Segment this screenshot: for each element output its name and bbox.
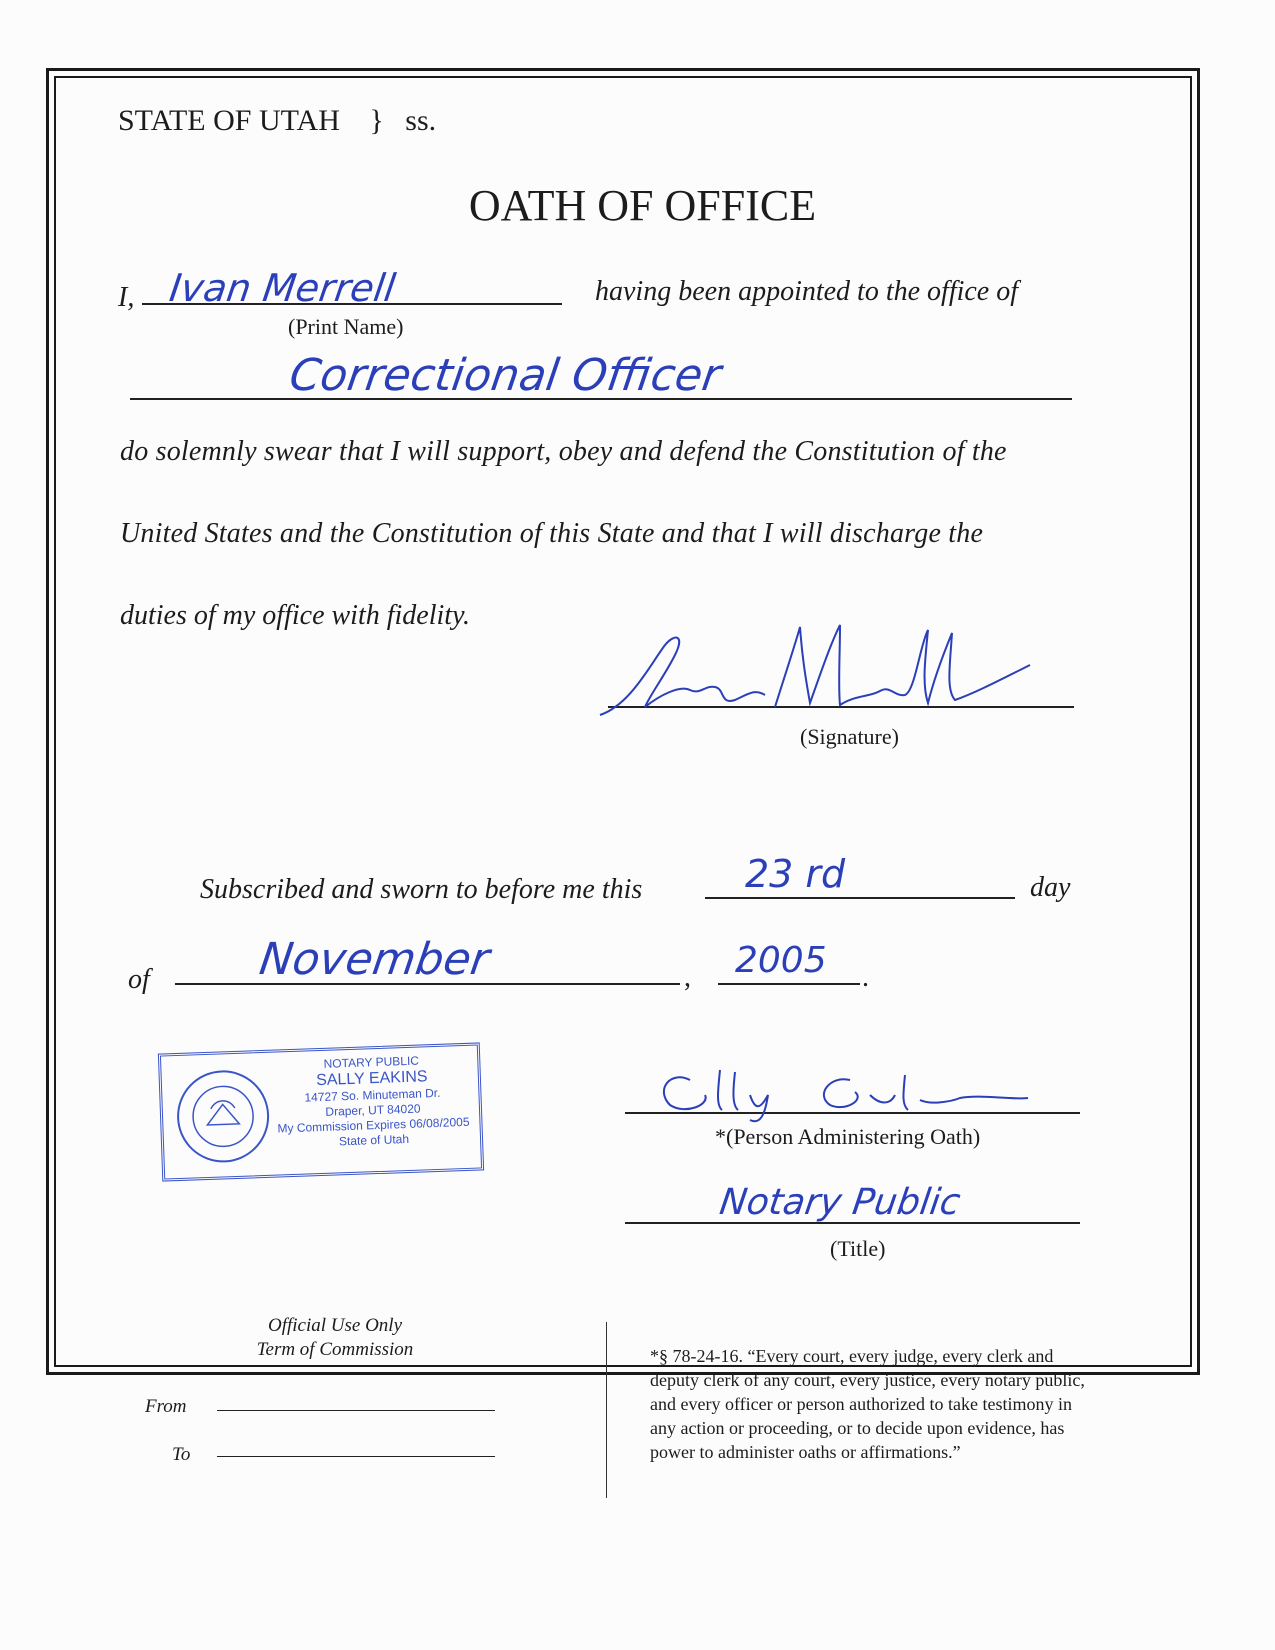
title-value: Notary Public — [717, 1182, 963, 1223]
stamp-line-5: My Commission Expires 06/08/2005 — [277, 1114, 470, 1136]
official-use-label: Official Use Only — [267, 1315, 403, 1336]
official-use-block — [160, 1314, 510, 1362]
from-line — [217, 1410, 495, 1411]
term-label: Term of Commission — [256, 1339, 414, 1360]
signature-image — [590, 615, 1040, 725]
print-name-caption: (Print Name) — [288, 314, 404, 339]
footnote — [650, 1344, 1085, 1464]
oath-line-2: United States and the Constitution of this State and that I will discharge the — [120, 518, 984, 549]
office-value: Correctional Officer — [286, 350, 725, 401]
to-label: To — [172, 1444, 191, 1465]
title-caption: (Title) — [830, 1236, 886, 1261]
year-line — [718, 983, 860, 985]
footer-divider — [606, 1322, 607, 1498]
brace: } — [369, 104, 384, 137]
year-period: . — [862, 962, 869, 993]
appointed-text: having been appointed to the office of — [595, 276, 1019, 307]
from-label: From — [145, 1396, 187, 1417]
intro-prefix: I, — [118, 282, 135, 313]
stamp-line-2: SALLY EAKINS — [315, 1068, 428, 1090]
of-word: of — [128, 964, 150, 995]
month-value: November — [256, 934, 493, 985]
stamp-line-6: State of Utah — [338, 1131, 410, 1149]
footnote-line-1: *§ 78-24-16. “Every court, every judge, every clerk and — [650, 1346, 1054, 1366]
administrator-caption: *(Person Administering Oath) — [715, 1124, 981, 1149]
footnote-line-5: power to administer oaths or affirmations.” — [650, 1442, 961, 1462]
print-name-value: Ivan Merrell — [166, 266, 399, 310]
footnote-line-3: and every officer or person authorized to take testimony in — [650, 1394, 1073, 1414]
state-header — [118, 104, 436, 138]
subscribed-text: Subscribed and sworn to before me this — [200, 874, 643, 905]
notary-stamp — [158, 1042, 484, 1181]
state-seal-icon — [173, 1067, 272, 1166]
state-name: STATE OF UTAH — [118, 104, 340, 137]
oath-line-3: duties of my office with fidelity. — [120, 600, 470, 631]
day-value: 23 rd — [745, 852, 846, 896]
stamp-line-1: NOTARY PUBLIC — [323, 1053, 420, 1071]
year-value: 2005 — [735, 940, 827, 981]
stamp-line-3: 14727 So. Minuteman Dr. — [304, 1085, 441, 1105]
ss-label: ss. — [405, 104, 437, 137]
stamp-line-4: Draper, UT 84020 — [325, 1101, 421, 1119]
administrator-signature — [650, 1060, 1030, 1130]
day-word: day — [1030, 872, 1071, 903]
signature-caption: (Signature) — [800, 724, 899, 749]
month-comma: , — [684, 962, 691, 993]
to-line — [217, 1456, 495, 1457]
oath-line-1: do solemnly swear that I will support, obey and defend the Constitution of the — [120, 436, 1007, 467]
page-title: OATH OF OFFICE — [468, 181, 817, 230]
day-line — [705, 897, 1015, 899]
footnote-line-4: any action or proceeding, or to decide upon evidence, has — [650, 1418, 1065, 1438]
footnote-line-2: deputy clerk of any court, every justice, every notary public, — [650, 1370, 1085, 1390]
